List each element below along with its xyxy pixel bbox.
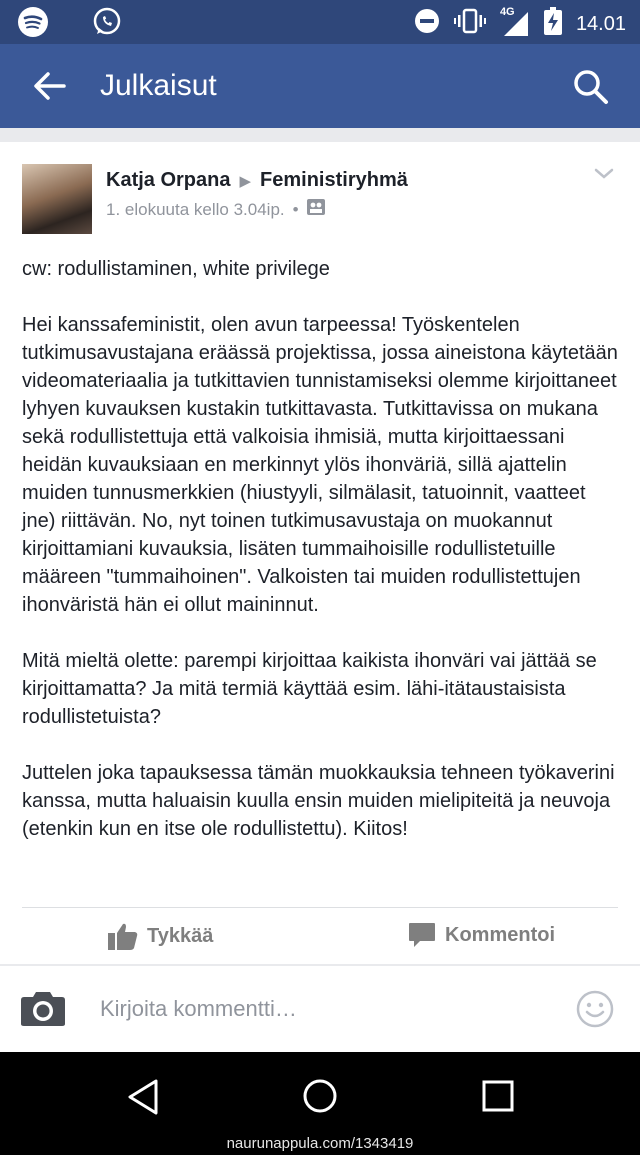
comment-button[interactable] — [408, 922, 555, 948]
avatar[interactable] — [22, 164, 92, 234]
post-actions — [0, 908, 640, 964]
post-paragraph: Hei kanssafeministit, olen avun tarpeessa! Työskentelen tutkimusavustajana eräässä projektissa, jossa aineistona käytetään videomateriaalia ja tutkittavien tunnistamiseksi olemme kirjoittaneet lyhyen kuvauksen kustakin tutkittavasta. Tutkittavissa on mukana sekä rodullistettuja että valkoisia ihmisiä, mutta kirjoittaessani heidän kuvauksiaan en merkinnyt ylös ihonväriä, sillä ajattelin muiden tunnusmerkkien (hiustyyli, silmälasit, tatuoinnit, vaatteet jne) riittävän. No, nyt toinen tutkimusavustaja on muokannut kirjoittamiani kuvauksia, lisäten tummaihoisille rodullistetuille määreen "tummaihoinen". Valkoisten tai muiden rodullistettujen ihonväristä hän ei ollut maininnut. — [22, 314, 618, 616]
comment-input[interactable]: Kirjoita kommentti… — [100, 996, 297, 1021]
spotify-icon — [18, 7, 48, 42]
chevron-down-icon[interactable] — [592, 164, 616, 184]
app-bar — [0, 44, 640, 128]
comment-bubble-icon — [408, 922, 436, 948]
emoji-icon[interactable] — [576, 990, 614, 1033]
search-icon[interactable] — [572, 68, 610, 106]
post-header — [106, 169, 408, 192]
watermark: naurunappula.com/1343419 — [226, 1135, 414, 1152]
vibrate-icon — [454, 8, 486, 40]
clock: 14.01 — [575, 12, 626, 35]
back-arrow-icon[interactable] — [30, 68, 70, 104]
battery-charging-icon — [544, 7, 562, 41]
nav-home-icon[interactable] — [302, 1078, 338, 1119]
signal-icon — [499, 6, 530, 38]
post-paragraph: cw: rodullistaminen, white privilege — [22, 258, 330, 280]
camera-icon[interactable] — [20, 991, 66, 1032]
separator-dot: • — [292, 199, 299, 219]
network-type: 4G — [499, 6, 515, 18]
comment-label: Kommentoi — [445, 923, 555, 946]
whatsapp-icon — [92, 7, 122, 42]
author-name[interactable]: Katja Orpana — [106, 169, 231, 191]
share-arrow-icon: ▶ — [239, 172, 252, 190]
post-meta — [106, 199, 325, 220]
like-label: Tykkää — [147, 924, 214, 947]
do-not-disturb-icon — [414, 8, 440, 40]
group-audience-icon — [307, 199, 325, 220]
thumbs-up-icon — [108, 922, 138, 950]
nav-recent-apps-icon[interactable] — [482, 1080, 514, 1117]
post-paragraph: Mitä mieltä olette: parempi kirjoittaa kaikista ihonväri vai jättää se kirjoittamatta? Ja mitä termiä käyttää esim. lähi-itätaustaisista rodullistetuista? — [22, 650, 597, 728]
nav-back-icon[interactable] — [126, 1078, 160, 1121]
status-bar — [0, 0, 640, 44]
like-button[interactable] — [108, 922, 213, 950]
group-name[interactable]: Feministiryhmä — [260, 169, 408, 191]
navigation-bar — [0, 1052, 640, 1155]
post-paragraph: Juttelen joka tapauksessa tämän muokkauksia tehneen työkaverini kanssa, mutta haluaisin kuulla ensin muiden mielipiteitä ja neuvoja (etenkin kun en itse ole rodullistettu). Kiitos! — [22, 762, 615, 840]
post-card — [0, 142, 640, 964]
post-timestamp[interactable]: 1. elokuuta kello 3.04ip. — [106, 199, 285, 219]
post-body — [22, 255, 622, 871]
comment-composer — [0, 966, 640, 1052]
page-title: Julkaisut — [100, 69, 217, 102]
